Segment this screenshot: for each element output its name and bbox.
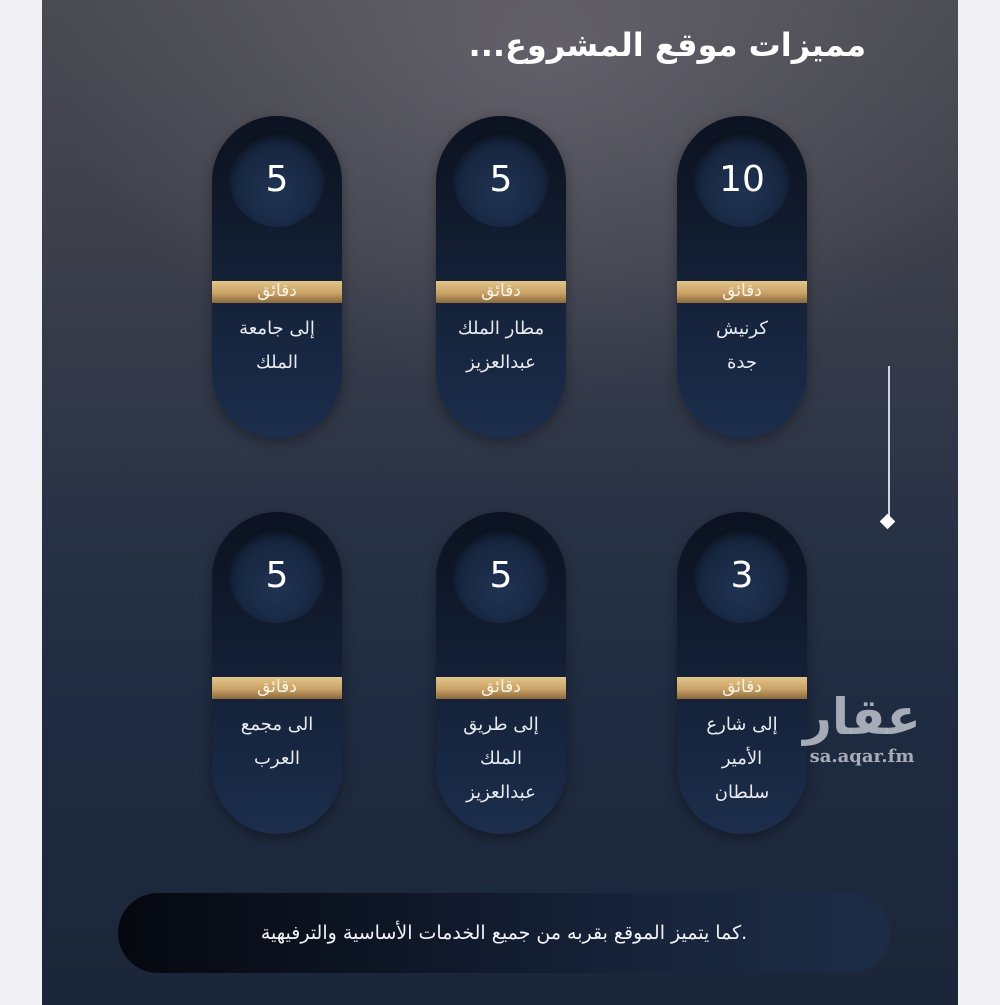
- destination-line: جدة: [726, 352, 757, 373]
- feature-card-airport: [436, 116, 566, 438]
- minutes-badge: 5: [229, 527, 325, 623]
- minutes-badge: 5: [453, 527, 549, 623]
- unit-band: دقائق: [212, 281, 342, 303]
- diamond-icon: [880, 514, 896, 530]
- destination-line: مطار الملك: [457, 318, 545, 339]
- destination-line: كرنيش: [716, 318, 768, 339]
- feature-card-university: [212, 116, 342, 438]
- timeline-line: [888, 366, 890, 520]
- feature-card-arab-mall: [212, 512, 342, 834]
- destination-text: [212, 312, 342, 380]
- footer-text: .كما يتميز الموقع بقربه من جميع الخدمات الأساسية والترفيهية: [260, 922, 748, 944]
- destination-text: [212, 708, 342, 776]
- aqar-logo: عقار: [803, 688, 921, 746]
- destination-line: الملك: [479, 748, 523, 769]
- destination-line: الى مجمع: [240, 714, 314, 735]
- watermark: [802, 690, 922, 767]
- feature-card-corniche: [677, 116, 807, 438]
- poster: [42, 0, 958, 1005]
- feature-card-king-abdulaziz-road: [436, 512, 566, 834]
- destination-line: إلى جامعة: [239, 318, 315, 339]
- destination-text: [677, 312, 807, 380]
- destination-line: العرب: [253, 748, 301, 769]
- destination-line: عبدالعزيز: [466, 352, 536, 373]
- unit-band: دقائق: [436, 677, 566, 699]
- destination-line: الملك: [255, 352, 299, 373]
- watermark-url: sa.aqar.fm: [809, 746, 915, 767]
- page-title: مميزات موقع المشروع...: [468, 26, 866, 64]
- unit-band: دقائق: [677, 281, 807, 303]
- destination-text: [436, 708, 566, 810]
- feature-card-prince-sultan-street: [677, 512, 807, 834]
- destination-line: الأمير: [721, 748, 763, 769]
- minutes-badge: 5: [229, 131, 325, 227]
- destination-text: [436, 312, 566, 380]
- unit-band: دقائق: [677, 677, 807, 699]
- minutes-badge: 10: [694, 131, 790, 227]
- minutes-badge: 3: [694, 527, 790, 623]
- destination-line: سلطان: [714, 782, 770, 803]
- unit-band: دقائق: [436, 281, 566, 303]
- destination-line: عبدالعزيز: [466, 782, 536, 803]
- destination-line: إلى طريق: [463, 714, 539, 735]
- unit-band: دقائق: [212, 677, 342, 699]
- destination-line: إلى شارع: [706, 714, 778, 735]
- minutes-badge: 5: [453, 131, 549, 227]
- destination-text: [677, 708, 807, 810]
- footer-banner: [118, 893, 890, 973]
